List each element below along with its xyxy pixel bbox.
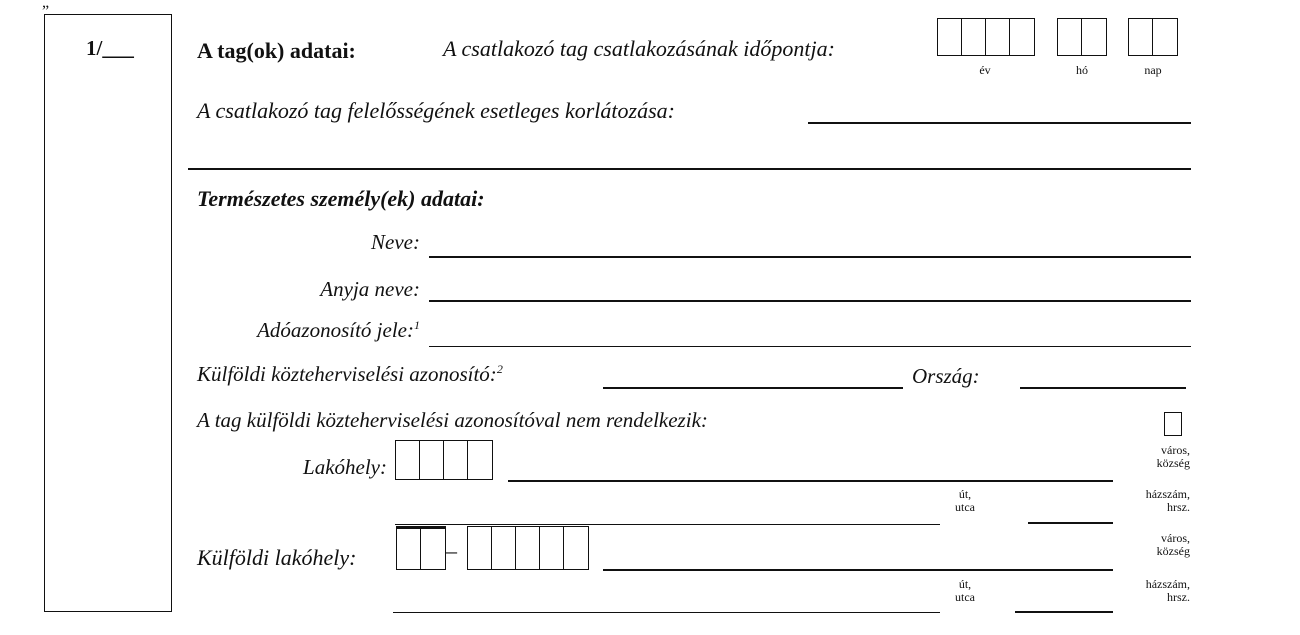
foreign-tax-id-field[interactable] xyxy=(603,387,903,389)
foreign-street-label-line-1: út, xyxy=(958,577,972,591)
residence-house-field[interactable] xyxy=(1028,522,1113,524)
page-number-box xyxy=(44,14,172,612)
foreign-house-label-line-2: hrsz. xyxy=(1167,590,1190,604)
join-month-input[interactable] xyxy=(1057,18,1107,56)
digit-cell xyxy=(397,529,421,569)
city-label-line-2: község xyxy=(1156,456,1190,470)
day-label: nap xyxy=(1144,63,1162,77)
digit-cell xyxy=(1010,19,1034,55)
foreign-house-label xyxy=(1120,578,1190,604)
residence-label: Lakóhely: xyxy=(303,455,387,479)
city-label xyxy=(1120,444,1190,470)
foreign-city-label xyxy=(1120,532,1190,558)
digit-cell xyxy=(516,527,540,569)
digit-cell xyxy=(396,441,420,479)
house-label xyxy=(1120,488,1190,514)
digit-cell xyxy=(938,19,962,55)
foreign-house-field[interactable] xyxy=(1015,611,1113,613)
foreign-tax-id-label-text: Külföldi közteherviselési azonosító: xyxy=(197,362,497,386)
digit-cell xyxy=(444,441,468,479)
no-foreign-id-checkbox[interactable] xyxy=(1164,412,1182,436)
digit-cell xyxy=(468,441,492,479)
digit-cell xyxy=(421,529,445,569)
street-label-line-1: út, xyxy=(958,487,972,501)
tax-id-label-text: Adóazonosító jele: xyxy=(257,318,414,342)
foreign-zip-input[interactable] xyxy=(467,526,589,570)
foreign-house-label-line-1: házszám, xyxy=(1145,577,1190,591)
digit-cell xyxy=(1153,19,1177,55)
footnote-1: 1 xyxy=(414,318,420,332)
liability-field[interactable] xyxy=(808,122,1191,124)
digit-cell xyxy=(962,19,986,55)
tax-id-label xyxy=(257,318,420,343)
residence-street-field[interactable] xyxy=(395,524,940,525)
join-day-input[interactable] xyxy=(1128,18,1178,56)
page-number: 1/___ xyxy=(86,36,134,60)
digit-cell xyxy=(468,527,492,569)
dash: – xyxy=(446,538,457,563)
join-year-input[interactable] xyxy=(937,18,1035,56)
section-title: A tag(ok) adatai: xyxy=(197,38,356,63)
year-label: év xyxy=(979,63,991,77)
digit-cell xyxy=(1058,19,1082,55)
natural-person-heading: Természetes személy(ek) adatai: xyxy=(197,186,485,211)
digit-cell xyxy=(1082,19,1106,55)
corner-mark: „ xyxy=(42,0,50,11)
name-label: Neve: xyxy=(371,230,420,254)
mother-name-label: Anyja neve: xyxy=(320,277,420,301)
footnote-2: 2 xyxy=(496,362,503,376)
residence-city-field[interactable] xyxy=(508,480,1113,482)
foreign-street-label xyxy=(945,578,985,604)
foreign-city-field[interactable] xyxy=(603,569,1113,571)
house-label-line-2: hrsz. xyxy=(1167,500,1190,514)
digit-cell xyxy=(1129,19,1153,55)
name-field[interactable] xyxy=(429,256,1191,258)
foreign-street-label-line-2: utca xyxy=(955,590,975,604)
foreign-country-code-input[interactable] xyxy=(396,526,446,570)
digit-cell xyxy=(986,19,1010,55)
foreign-city-label-line-2: község xyxy=(1156,544,1190,558)
street-label xyxy=(945,488,985,514)
house-label-line-1: házszám, xyxy=(1145,487,1190,501)
liability-field-2[interactable] xyxy=(188,168,1191,170)
no-foreign-id-label: A tag külföldi közteherviselési azonosítóval nem rendelkezik: xyxy=(197,408,708,432)
month-label: hó xyxy=(1076,63,1088,77)
country-label: Ország: xyxy=(912,364,980,388)
tax-id-field[interactable] xyxy=(429,346,1191,347)
city-label-line-1: város, xyxy=(1161,443,1190,457)
foreign-street-field[interactable] xyxy=(393,612,940,613)
foreign-tax-id-label xyxy=(197,362,503,387)
digit-cell xyxy=(564,527,588,569)
street-label-line-2: utca xyxy=(955,500,975,514)
join-date-label: A csatlakozó tag csatlakozásának időpontja: xyxy=(443,36,835,61)
country-field[interactable] xyxy=(1020,387,1186,389)
liability-label: A csatlakozó tag felelősségének esetleges korlátozása: xyxy=(197,98,675,123)
foreign-residence-label: Külföldi lakóhely: xyxy=(197,545,357,570)
digit-cell xyxy=(540,527,564,569)
digit-cell xyxy=(492,527,516,569)
mother-name-field[interactable] xyxy=(429,300,1191,302)
residence-zip-input[interactable] xyxy=(395,440,493,480)
digit-cell xyxy=(420,441,444,479)
foreign-city-label-line-1: város, xyxy=(1161,531,1190,545)
